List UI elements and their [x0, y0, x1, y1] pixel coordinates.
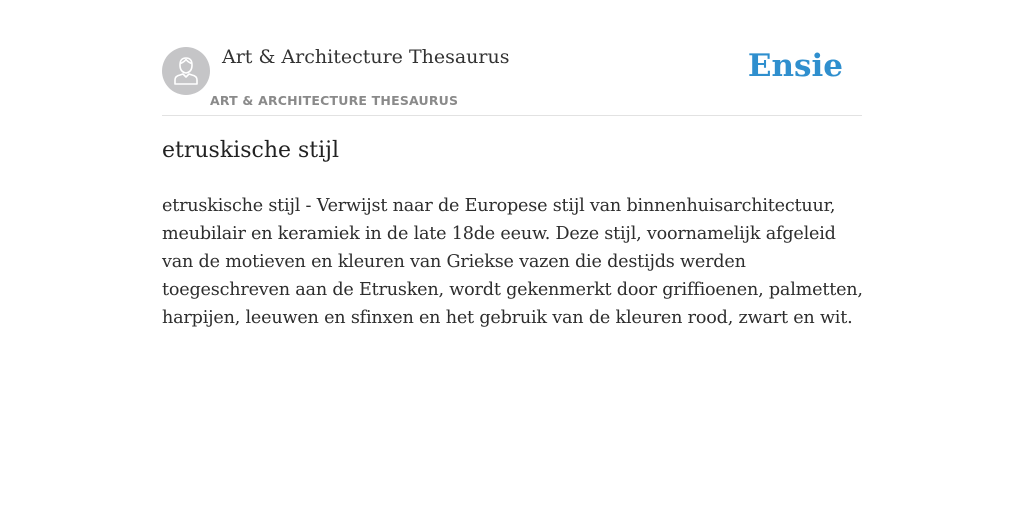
entry-definition: etruskische stijl - Verwijst naar de Europese stijl van binnenhuisarchitectuur, meubilair en keramiek in de late 18de eeuw. Deze stijl, voornamelijk afgeleid van de motieven en kleuren van Griekse vazen die destijds werden toegeschreven aan de Etrusken, wordt gekenmerkt door griffioenen, palmetten, harpijen, leeuwen en sfinxen en het gebruik van de kleuren rood, zwart en wit. [162, 196, 863, 328]
avatar[interactable] [162, 47, 210, 95]
source-title[interactable]: Art & Architecture Thesaurus [222, 46, 510, 68]
user-silhouette-icon [162, 47, 210, 95]
source-subtitle[interactable]: ART & ARCHITECTURE THESAURUS [210, 93, 459, 108]
entry-term: etruskische stijl [162, 138, 340, 163]
source-header [162, 40, 862, 116]
brand-logo[interactable]: Ensie [747, 48, 843, 84]
